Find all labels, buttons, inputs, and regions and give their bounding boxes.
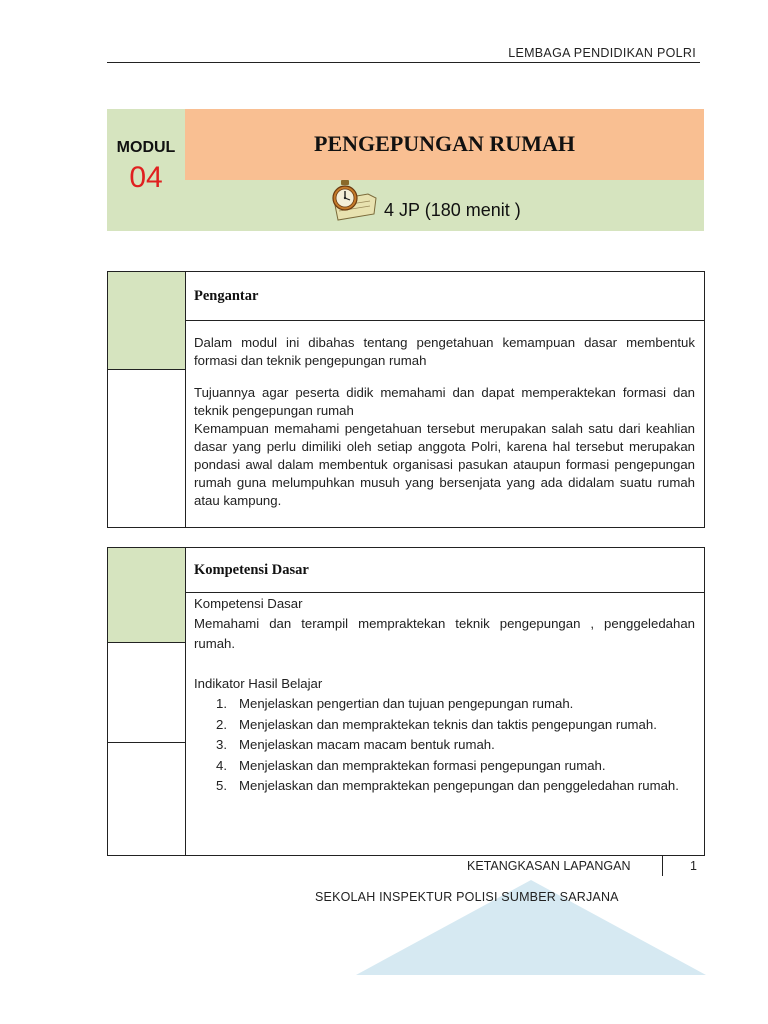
list-item-number: 3. <box>216 737 227 752</box>
page-number: 1 <box>690 859 697 873</box>
module-title-band <box>185 109 704 180</box>
list-item-text: Menjelaskan dan mempraktekan formasi pengepungan rumah. <box>239 757 606 773</box>
list-item-number: 1. <box>216 696 227 711</box>
pengantar-section <box>107 271 705 528</box>
list-item-text: Menjelaskan dan mempraktekan pengepungan dan penggeledahan rumah. <box>239 778 679 793</box>
pengantar-paragraph: Tujuannya agar peserta didik memahami dan dapat memperaktekan formasi dan teknik pengepungan rumah <box>194 385 695 418</box>
footer-divider <box>662 855 663 876</box>
kompetensi-section <box>107 547 705 856</box>
list-item-number: 2. <box>216 716 227 732</box>
pengantar-paragraph: Dalam modul ini dibahas tentang pengetahuan kemampuan dasar membentuk formasi dan teknik pengepungan rumah <box>194 335 695 368</box>
pengantar-side-column <box>108 272 186 527</box>
kompetensi-side-divider <box>108 642 185 643</box>
list-item-number: 4. <box>216 757 227 773</box>
pengantar-body <box>194 334 695 510</box>
kompetensi-side-fill <box>108 548 185 642</box>
kompetensi-side-column <box>108 548 186 855</box>
module-label-cell <box>107 109 185 231</box>
kompetensi-header <box>186 548 704 593</box>
footer-subject: KETANGKASAN LAPANGAN <box>467 859 631 873</box>
module-number: 04 <box>129 161 163 194</box>
kompetensi-description: Memahami dan terampil mempraktekan teknik pengepungan , penggeledahan rumah. <box>194 616 695 651</box>
list-item-text: Menjelaskan macam macam bentuk rumah. <box>239 737 495 752</box>
pengantar-paragraph: Kemampuan memahami pengetahuan tersebut merupakan salah satu dari keahlian dasar yang perlu dimiliki oleh setiap anggota Polri, karena hal tersebut merupakan pondasi awal dalam membentuk organisasi pasukan ataupun formasi pengepungan rumah guna melumpuhkan musuh yang bersenjata yang ada didalam suatu rumah atau kampung. <box>194 421 695 508</box>
pengantar-header <box>186 272 704 321</box>
list-item <box>216 776 695 797</box>
pengantar-title: Pengantar <box>194 288 259 304</box>
header-institution: LEMBAGA PENDIDIKAN POLRI <box>508 46 696 60</box>
list-item <box>216 756 695 777</box>
clock-icon <box>328 180 378 222</box>
module-box <box>107 109 704 231</box>
indikator-title: Indikator Hasil Belajar <box>194 676 323 691</box>
list-item-number: 5. <box>216 778 227 793</box>
module-duration: 4 JP (180 menit ) <box>384 200 521 220</box>
pengantar-side-divider <box>108 369 185 370</box>
footer-school: SEKOLAH INSPEKTUR POLISI SUMBER SARJANA <box>315 890 619 904</box>
list-item <box>216 735 695 756</box>
indikator-list <box>216 694 695 797</box>
kompetensi-subtitle: Kompetensi Dasar <box>194 596 303 611</box>
pengantar-side-fill <box>108 272 185 369</box>
list-item-text: Menjelaskan pengertian dan tujuan pengepungan rumah. <box>239 696 574 711</box>
list-item <box>216 715 695 736</box>
kompetensi-title: Kompetensi Dasar <box>194 562 309 578</box>
list-item-text: Menjelaskan dan mempraktekan teknis dan taktis pengepungan rumah. <box>239 716 657 732</box>
header-rule <box>107 62 700 63</box>
module-label: MODUL <box>116 139 176 156</box>
kompetensi-side-divider <box>108 742 185 743</box>
module-time-band <box>185 180 704 231</box>
kompetensi-body <box>194 594 695 797</box>
module-title: PENGEPUNGAN RUMAH <box>314 131 575 156</box>
list-item <box>216 694 695 715</box>
